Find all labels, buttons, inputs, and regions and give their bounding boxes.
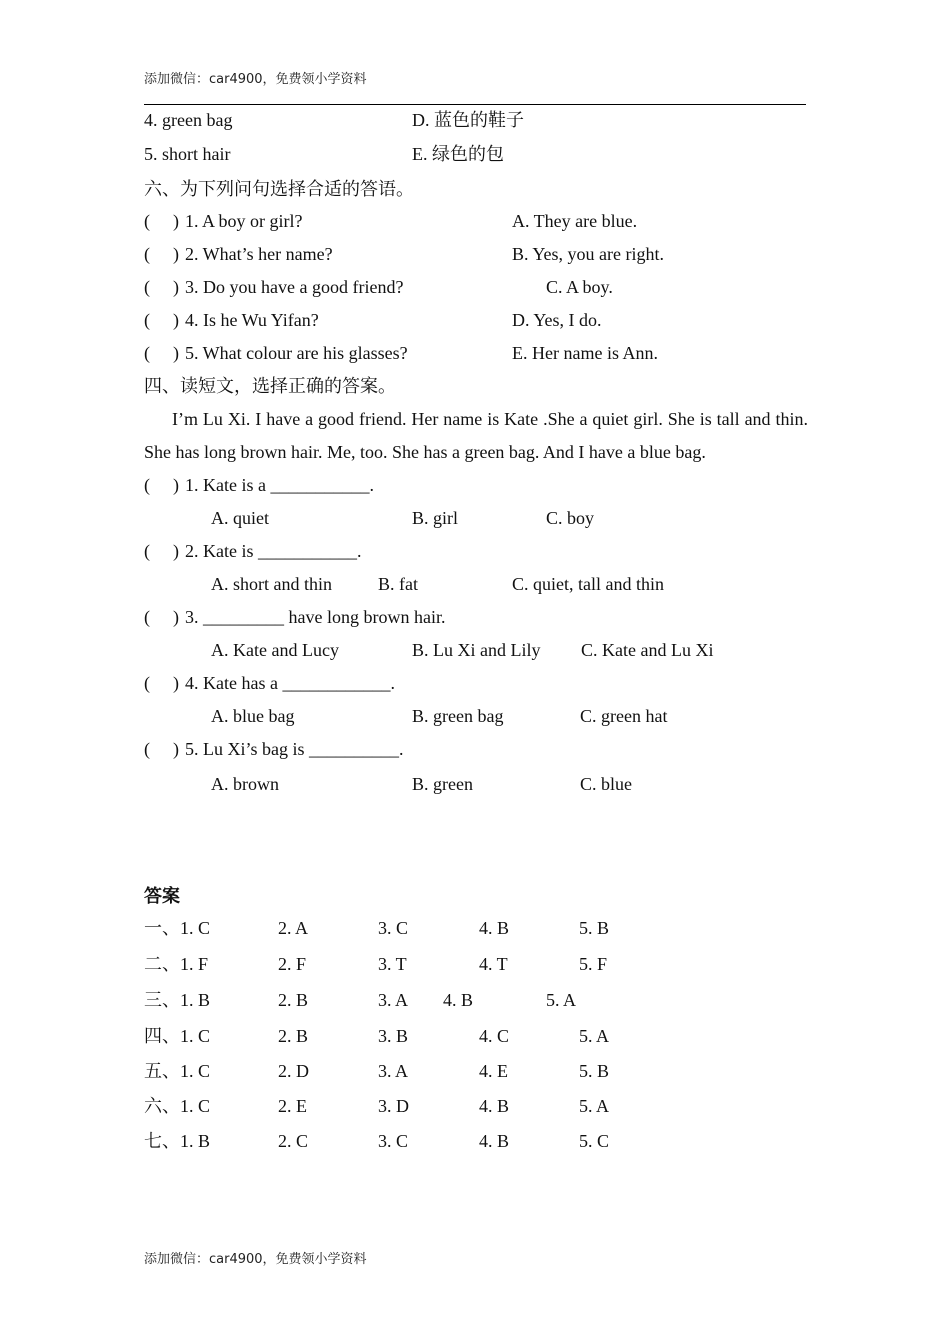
reading-passage: I’m Lu Xi. I have a good friend. Her name is Kate .She a quiet girl. She is tall and thin. She has long brown hair. Me, too. She has a green bag. And I have a blue bag. (144, 409, 808, 462)
option-c: C. Kate and Lu Xi (581, 640, 714, 660)
answer-option: B. Yes, you are right. (512, 244, 664, 264)
header-rule (144, 104, 806, 105)
answers-title: 答案 (144, 886, 180, 907)
answer-key-cell: 一、1. C (144, 918, 211, 938)
question-text: 3. _________ have long brown hair. (185, 607, 446, 627)
option-a: A. brown (211, 774, 279, 794)
answer-paren-open: ( (144, 607, 150, 627)
answer-option: D. Yes, I do. (512, 310, 602, 330)
answer-key-cell: 5. A (579, 1026, 610, 1046)
option-b: B. green (412, 774, 473, 794)
question-text: 4. Is he Wu Yifan? (185, 310, 319, 330)
question-text: 2. What’s her name? (185, 244, 333, 264)
answer-paren-close: ) (173, 310, 179, 330)
answer-key-cell: 5. F (579, 954, 608, 974)
option-c: C. blue (580, 774, 632, 794)
answer-paren-open: ( (144, 673, 150, 693)
option-c: C. green hat (580, 706, 668, 726)
answer-key-cell: 六、1. C (144, 1096, 211, 1116)
answer-key-cell: 七、1. B (144, 1131, 211, 1151)
option-a: A. quiet (211, 508, 269, 528)
answer-key-cell: 5. A (579, 1096, 610, 1116)
answer-key-cell: 2. E (278, 1096, 307, 1116)
section-4-title: 四、读短文，选择正确的答案。 (144, 376, 396, 396)
answer-key-cell: 4. B (443, 990, 474, 1010)
answer-key-cell: 4. E (479, 1061, 508, 1081)
match-left-4: 4. green bag (144, 110, 233, 130)
answer-key-cell: 4. B (479, 1096, 510, 1116)
section-6-title: 六、为下列问句选择合适的答语。 (144, 179, 414, 199)
answer-key-cell: 2. C (278, 1131, 309, 1151)
question-text: 5. What colour are his glasses? (185, 343, 408, 363)
answer-key-cell: 2. B (278, 990, 309, 1010)
answer-paren-open: ( (144, 739, 150, 759)
answer-option: C. A boy. (546, 277, 613, 297)
answer-paren-close: ) (173, 475, 179, 495)
answer-key-cell: 3. A (378, 990, 409, 1010)
answer-paren-close: ) (173, 739, 179, 759)
question-text: 2. Kate is ___________. (185, 541, 362, 561)
answer-key-cell: 5. C (579, 1131, 610, 1151)
answer-paren-open: ( (144, 475, 150, 495)
option-b: B. fat (378, 574, 418, 594)
answer-key-cell: 2. F (278, 954, 307, 974)
match-right-e: E. 绿色的包 (412, 144, 504, 164)
answer-paren-open: ( (144, 310, 150, 330)
answer-key-cell: 2. D (278, 1061, 309, 1081)
answer-key-cell: 5. B (579, 1061, 610, 1081)
answer-option: E. Her name is Ann. (512, 343, 658, 363)
answer-key-cell: 四、1. C (144, 1026, 211, 1046)
option-c: C. quiet, tall and thin (512, 574, 664, 594)
answer-paren-close: ) (173, 343, 179, 363)
answer-paren-close: ) (173, 244, 179, 264)
answer-key-cell: 3. D (378, 1096, 409, 1116)
page-header: 添加微信：car4900，免费领小学资料 (144, 72, 367, 87)
question-text: 1. Kate is a ___________. (185, 475, 374, 495)
option-a: A. blue bag (211, 706, 295, 726)
answer-key-cell: 3. C (378, 918, 409, 938)
answer-paren-open: ( (144, 211, 150, 231)
answer-paren-close: ) (173, 607, 179, 627)
question-text: 5. Lu Xi’s bag is __________. (185, 739, 404, 759)
answer-paren-close: ) (173, 541, 179, 561)
option-c: C. boy (546, 508, 595, 528)
answer-paren-open: ( (144, 541, 150, 561)
option-a: A. Kate and Lucy (211, 640, 339, 660)
answer-paren-open: ( (144, 244, 150, 264)
answer-key-cell: 二、1. F (144, 954, 209, 974)
answer-paren-open: ( (144, 343, 150, 363)
match-left-5: 5. short hair (144, 144, 231, 164)
answer-key-cell: 3. T (378, 954, 407, 974)
answer-key-cell: 3. B (378, 1026, 409, 1046)
answer-paren-close: ) (173, 277, 179, 297)
answer-paren-close: ) (173, 211, 179, 231)
question-text: 3. Do you have a good friend? (185, 277, 404, 297)
question-text: 1. A boy or girl? (185, 211, 303, 231)
option-b: B. Lu Xi and Lily (412, 640, 541, 660)
option-b: B. green bag (412, 706, 504, 726)
answer-paren-open: ( (144, 277, 150, 297)
answer-key-cell: 五、1. C (144, 1061, 211, 1081)
answer-key-cell: 4. T (479, 954, 508, 974)
question-text: 4. Kate has a ____________. (185, 673, 395, 693)
answer-key-cell: 3. A (378, 1061, 409, 1081)
answer-key-cell: 4. B (479, 918, 510, 938)
answer-key-cell: 2. A (278, 918, 309, 938)
answer-key-cell: 4. B (479, 1131, 510, 1151)
page-footer: 添加微信：car4900，免费领小学资料 (144, 1252, 367, 1267)
option-b: B. girl (412, 508, 459, 528)
answer-key-cell: 2. B (278, 1026, 309, 1046)
answer-key-cell: 5. B (579, 918, 610, 938)
answer-key-cell: 5. A (546, 990, 577, 1010)
answer-paren-close: ) (173, 673, 179, 693)
answer-option: A. They are blue. (512, 211, 638, 231)
answer-key-cell: 三、1. B (144, 990, 211, 1010)
answer-key-cell: 3. C (378, 1131, 409, 1151)
match-right-d: D. 蓝色的鞋子 (412, 110, 524, 130)
option-a: A. short and thin (211, 574, 332, 594)
answer-key-cell: 4. C (479, 1026, 510, 1046)
